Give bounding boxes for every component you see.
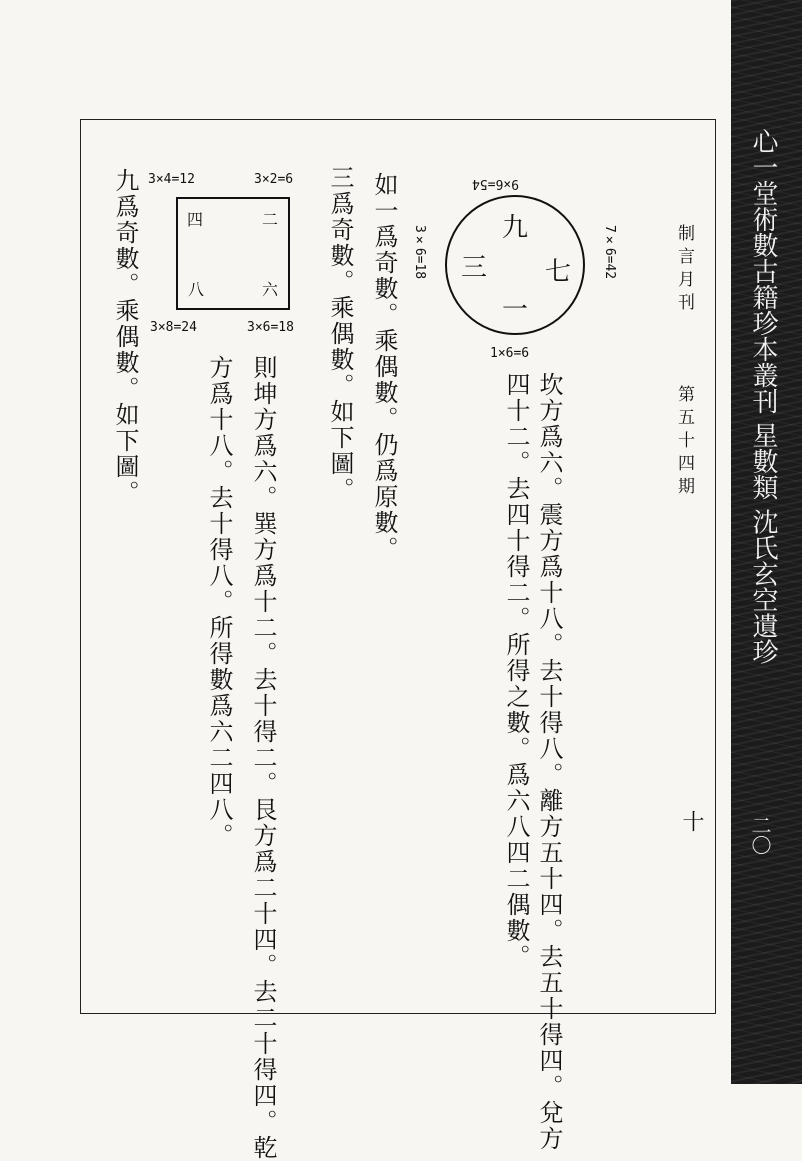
eq-square-top-right: 3×2=6 [254, 172, 294, 187]
eq-square-top-left: 3×4=12 [148, 172, 195, 187]
eq-square-bottom-left: 3×8=24 [150, 320, 197, 335]
issue-number: 第五十四期 [674, 385, 694, 500]
circle-bottom-numeral: 一 [502, 295, 529, 325]
square-diagram [176, 197, 290, 310]
text-column-2: 四十二。去四十得二。所得之數。爲六八四二偶數。 [502, 372, 530, 970]
eq-top: 9×6=54 [472, 176, 519, 191]
eq-bottom: 1×6=6 [490, 346, 530, 361]
square-top-left-numeral: 四 [187, 210, 204, 229]
eq-left: 3×6=18 [412, 225, 427, 280]
series-title: 心一堂術數古籍珍本叢刊 星數類 沈氏玄空遺珍 [748, 128, 778, 665]
circle-left-numeral: 三 [461, 253, 488, 283]
text-column-7: 九爲奇數。乘偶數。如下圖。 [111, 168, 139, 506]
square-bottom-left-numeral: 八 [188, 280, 205, 299]
text-column-6: 方爲十八。去十得八。所得數爲六二四八。 [205, 355, 233, 849]
circle-right-numeral: 七 [545, 257, 572, 287]
text-column-4: 三爲奇數。乘偶數。如下圖。 [326, 165, 354, 503]
page-number: 十 [679, 810, 704, 838]
circle-top-numeral: 九 [502, 213, 529, 243]
eq-square-bottom-right: 3×6=18 [247, 320, 294, 335]
circle-diagram [445, 195, 585, 335]
journal-title: 制言月刊 [674, 224, 694, 316]
text-column-5: 則坤方爲六。巽方爲十二。去十得二。艮方爲二十四。去二十得四。乾 [249, 355, 277, 1161]
text-column-1: 坎方爲六。震方爲十八。去十得八。離方五十四。去五十得四。兌方 [535, 372, 563, 1152]
square-top-right-numeral: 二 [262, 210, 279, 229]
eq-right: 7×6=42 [602, 225, 617, 280]
sidebar-page-number: 二〇 [748, 815, 772, 855]
text-column-3: 如一爲奇數。乘偶數。仍爲原數。 [370, 172, 398, 562]
square-bottom-right-numeral: 六 [262, 280, 279, 299]
